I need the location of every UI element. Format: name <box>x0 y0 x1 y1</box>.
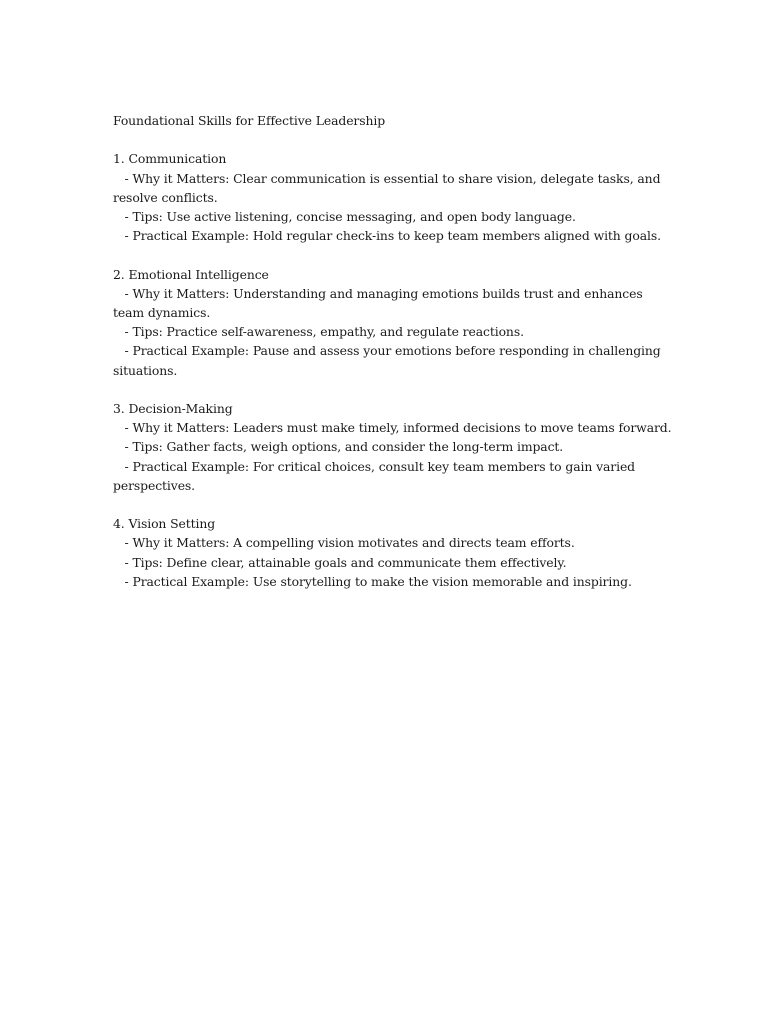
document-title: Foundational Skills for Effective Leadership <box>113 113 386 128</box>
spacer <box>113 495 673 514</box>
list-item: - Practical Example: For critical choices, consult key team members to gain varied perspectives. <box>113 458 639 493</box>
section-decision-making <box>113 399 673 495</box>
list-item: - Why it Matters: Leaders must make timely, informed decisions to move teams forward. <box>113 420 672 436</box>
section-emotional-intelligence <box>113 265 673 380</box>
list-item: - Practical Example: Use storytelling to make the vision memorable and inspiring. <box>113 573 632 589</box>
list-item: - Why it Matters: Clear communication is essential to share vision, delegate tasks, and resolve conflicts. <box>113 170 665 205</box>
spacer <box>113 380 673 399</box>
spacer <box>113 130 673 149</box>
spacer <box>113 245 673 264</box>
list-item: - Why it Matters: A compelling vision motivates and directs team efforts. <box>113 535 575 551</box>
section-heading: 3. Decision-Making <box>113 401 233 416</box>
list-item: - Why it Matters: Understanding and managing emotions builds trust and enhances team dynamics. <box>113 285 647 320</box>
list-item: - Practical Example: Hold regular check-ins to keep team members aligned with goals. <box>113 228 661 244</box>
list-item: - Tips: Practice self-awareness, empathy, and regulate reactions. <box>113 324 524 340</box>
section-heading: 2. Emotional Intelligence <box>113 266 269 282</box>
list-item: - Tips: Gather facts, weigh options, and consider the long-term impact. <box>113 439 564 455</box>
section-communication <box>113 149 673 245</box>
list-item: - Tips: Use active listening, concise messaging, and open body language. <box>113 209 576 224</box>
section-vision-setting <box>113 514 673 591</box>
section-heading: 4. Vision Setting <box>113 516 216 532</box>
list-item: - Tips: Define clear, attainable goals and communicate them effectively. <box>113 554 567 570</box>
list-item: - Practical Example: Pause and assess your emotions before responding in challenging situations. <box>113 343 665 378</box>
document-page <box>113 111 673 591</box>
section-heading: 1. Communication <box>113 151 227 167</box>
